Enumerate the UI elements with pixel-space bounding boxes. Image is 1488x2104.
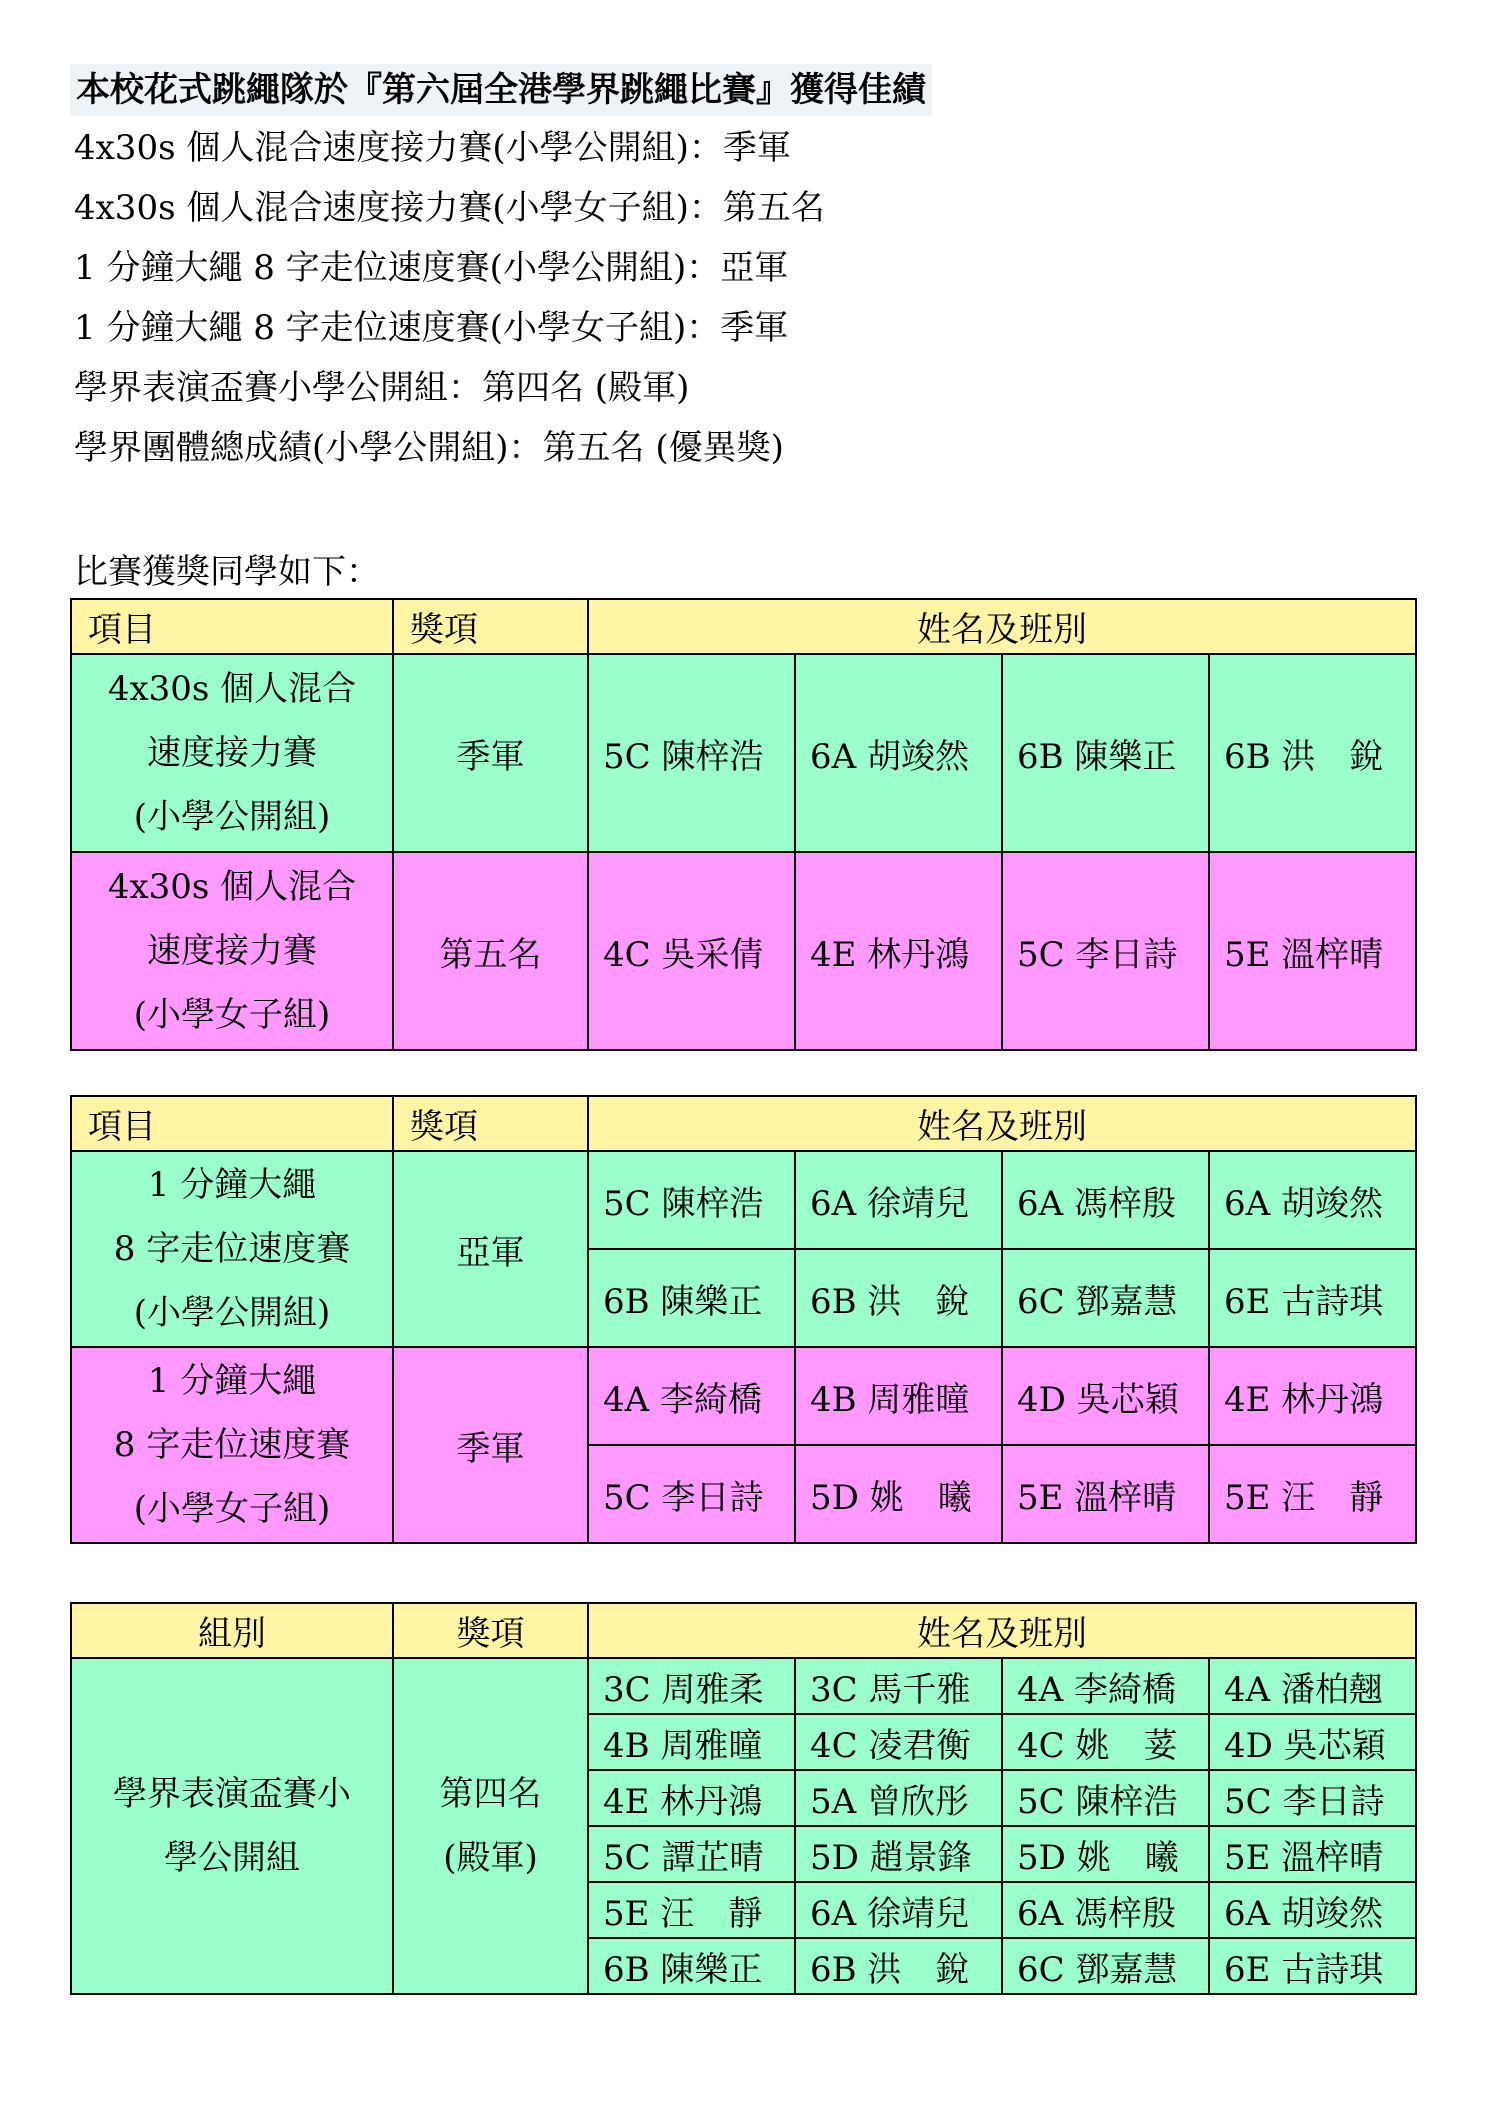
student-cell: 5D 姚 曦	[795, 1445, 1002, 1543]
header-award: 獎項	[393, 1603, 588, 1658]
header-names: 姓名及班別	[588, 1603, 1416, 1658]
event-line: 4x30s 個人混合	[107, 669, 357, 709]
table-header-row	[71, 1603, 1416, 1658]
student-cell: 6A 馮梓殷	[1002, 1151, 1209, 1249]
student-cell: 6B 陳樂正	[588, 1249, 795, 1347]
award-line: 4x30s 個人混合速度接力賽(小學女子組)：第五名	[74, 188, 825, 228]
table-row	[71, 852, 1416, 1050]
long-rope-results-table	[70, 1095, 1417, 1544]
student-cell: 5C 李日詩	[588, 1445, 795, 1543]
student-cell: 4E 林丹鴻	[588, 1770, 795, 1826]
event-line: 1 分鐘大繩	[147, 1165, 317, 1205]
event-line: (小學公開組)	[133, 1293, 331, 1333]
student-cell: 6B 洪 銳	[795, 1249, 1002, 1347]
table-row	[71, 654, 1416, 852]
event-line: (小學公開組)	[133, 797, 331, 837]
student-cell: 4E 林丹鴻	[795, 852, 1002, 1050]
group-line: 學界表演盃賽小	[113, 1774, 351, 1814]
student-cell: 5E 溫梓晴	[1209, 1826, 1416, 1882]
student-cell: 4A 李綺橋	[588, 1347, 795, 1445]
student-cell: 5C 李日詩	[1209, 1770, 1416, 1826]
event-cell	[71, 852, 393, 1050]
student-cell: 4B 周雅曈	[795, 1347, 1002, 1445]
header-names: 姓名及班別	[588, 1096, 1416, 1151]
student-cell: 6A 馮梓殷	[1002, 1882, 1209, 1938]
table-header-row	[71, 1096, 1416, 1151]
header-event: 項目	[71, 1096, 393, 1151]
student-cell: 4C 姚 荽	[1002, 1714, 1209, 1770]
student-cell: 6A 徐靖兒	[795, 1151, 1002, 1249]
award-line: 第四名	[439, 1774, 542, 1814]
award-cell	[393, 1658, 588, 1994]
performance-cup-table	[70, 1602, 1417, 1995]
student-cell: 5C 陳梓浩	[1002, 1770, 1209, 1826]
award-cell: 季軍	[393, 1347, 588, 1543]
award-line: 1 分鐘大繩 8 字走位速度賽(小學女子組)：季軍	[74, 308, 789, 348]
event-line: 8 字走位速度賽	[113, 1229, 351, 1269]
group-cell	[71, 1658, 393, 1994]
student-cell: 6E 古詩琪	[1209, 1249, 1416, 1347]
student-cell: 3C 周雅柔	[588, 1658, 795, 1714]
event-line: 8 字走位速度賽	[113, 1425, 351, 1465]
header-names: 姓名及班別	[588, 599, 1416, 654]
student-cell: 6B 陳樂正	[588, 1938, 795, 1994]
student-cell: 6B 洪 銳	[795, 1938, 1002, 1994]
award-cell: 第五名	[393, 852, 588, 1050]
student-cell: 5C 李日詩	[1002, 852, 1209, 1050]
student-cell: 3C 馬千雅	[795, 1658, 1002, 1714]
student-cell: 6B 洪 銳	[1209, 654, 1416, 852]
header-award: 獎項	[393, 1096, 588, 1151]
winners-intro: 比賽獲獎同學如下：	[74, 552, 380, 592]
student-cell: 6A 胡竣然	[795, 654, 1002, 852]
student-cell: 6A 胡竣然	[1209, 1882, 1416, 1938]
award-line: (殿軍)	[443, 1838, 538, 1878]
student-cell: 5C 陳梓浩	[588, 1151, 795, 1249]
student-cell: 4C 吳采倩	[588, 852, 795, 1050]
group-line: 學公開組	[164, 1838, 300, 1878]
table-row	[71, 1347, 1416, 1445]
header-group: 組別	[71, 1603, 393, 1658]
award-cell: 亞軍	[393, 1151, 588, 1347]
student-cell: 4D 吳芯穎	[1209, 1714, 1416, 1770]
student-cell: 4C 凌君衡	[795, 1714, 1002, 1770]
student-cell: 5A 曾欣彤	[795, 1770, 1002, 1826]
student-cell: 5C 陳梓浩	[588, 654, 795, 852]
award-cell: 季軍	[393, 654, 588, 852]
header-award: 獎項	[393, 599, 588, 654]
award-line: 1 分鐘大繩 8 字走位速度賽(小學公開組)：亞軍	[74, 248, 789, 288]
student-cell: 5C 譚芷晴	[588, 1826, 795, 1882]
student-cell: 6C 鄧嘉慧	[1002, 1938, 1209, 1994]
student-cell: 4A 李綺橋	[1002, 1658, 1209, 1714]
award-line: 4x30s 個人混合速度接力賽(小學公開組)：季軍	[74, 128, 791, 168]
student-cell: 4E 林丹鴻	[1209, 1347, 1416, 1445]
student-cell: 6E 古詩琪	[1209, 1938, 1416, 1994]
student-cell: 6A 徐靖兒	[795, 1882, 1002, 1938]
student-cell: 6A 胡竣然	[1209, 1151, 1416, 1249]
event-line: 1 分鐘大繩	[147, 1361, 317, 1401]
student-cell: 5D 趙景鋒	[795, 1826, 1002, 1882]
award-line: 學界團體總成績(小學公開組)：第五名 (優異獎)	[74, 428, 784, 468]
student-cell: 4B 周雅曈	[588, 1714, 795, 1770]
student-cell: 5E 汪 靜	[1209, 1445, 1416, 1543]
student-cell: 5E 汪 靜	[588, 1882, 795, 1938]
student-cell: 4D 吳芯穎	[1002, 1347, 1209, 1445]
student-cell: 5D 姚 曦	[1002, 1826, 1209, 1882]
student-cell: 6C 鄧嘉慧	[1002, 1249, 1209, 1347]
event-line: 4x30s 個人混合	[107, 867, 357, 907]
event-line: 速度接力賽	[147, 931, 317, 971]
event-line: 速度接力賽	[147, 733, 317, 773]
event-cell	[71, 654, 393, 852]
event-cell	[71, 1347, 393, 1543]
event-line: (小學女子組)	[133, 995, 331, 1035]
student-cell: 4A 潘柏翹	[1209, 1658, 1416, 1714]
table-row	[71, 1151, 1416, 1249]
table-row	[71, 1658, 1416, 1714]
event-cell	[71, 1151, 393, 1347]
relay-results-table	[70, 598, 1417, 1051]
award-line: 學界表演盃賽小學公開組：第四名 (殿軍)	[74, 368, 690, 408]
page-headline: 本校花式跳繩隊於『第六屆全港學界跳繩比賽』獲得佳績	[70, 64, 932, 116]
event-line: (小學女子組)	[133, 1489, 331, 1529]
student-cell: 6B 陳樂正	[1002, 654, 1209, 852]
student-cell: 5E 溫梓晴	[1002, 1445, 1209, 1543]
header-event: 項目	[71, 599, 393, 654]
student-cell: 5E 溫梓晴	[1209, 852, 1416, 1050]
table-header-row	[71, 599, 1416, 654]
